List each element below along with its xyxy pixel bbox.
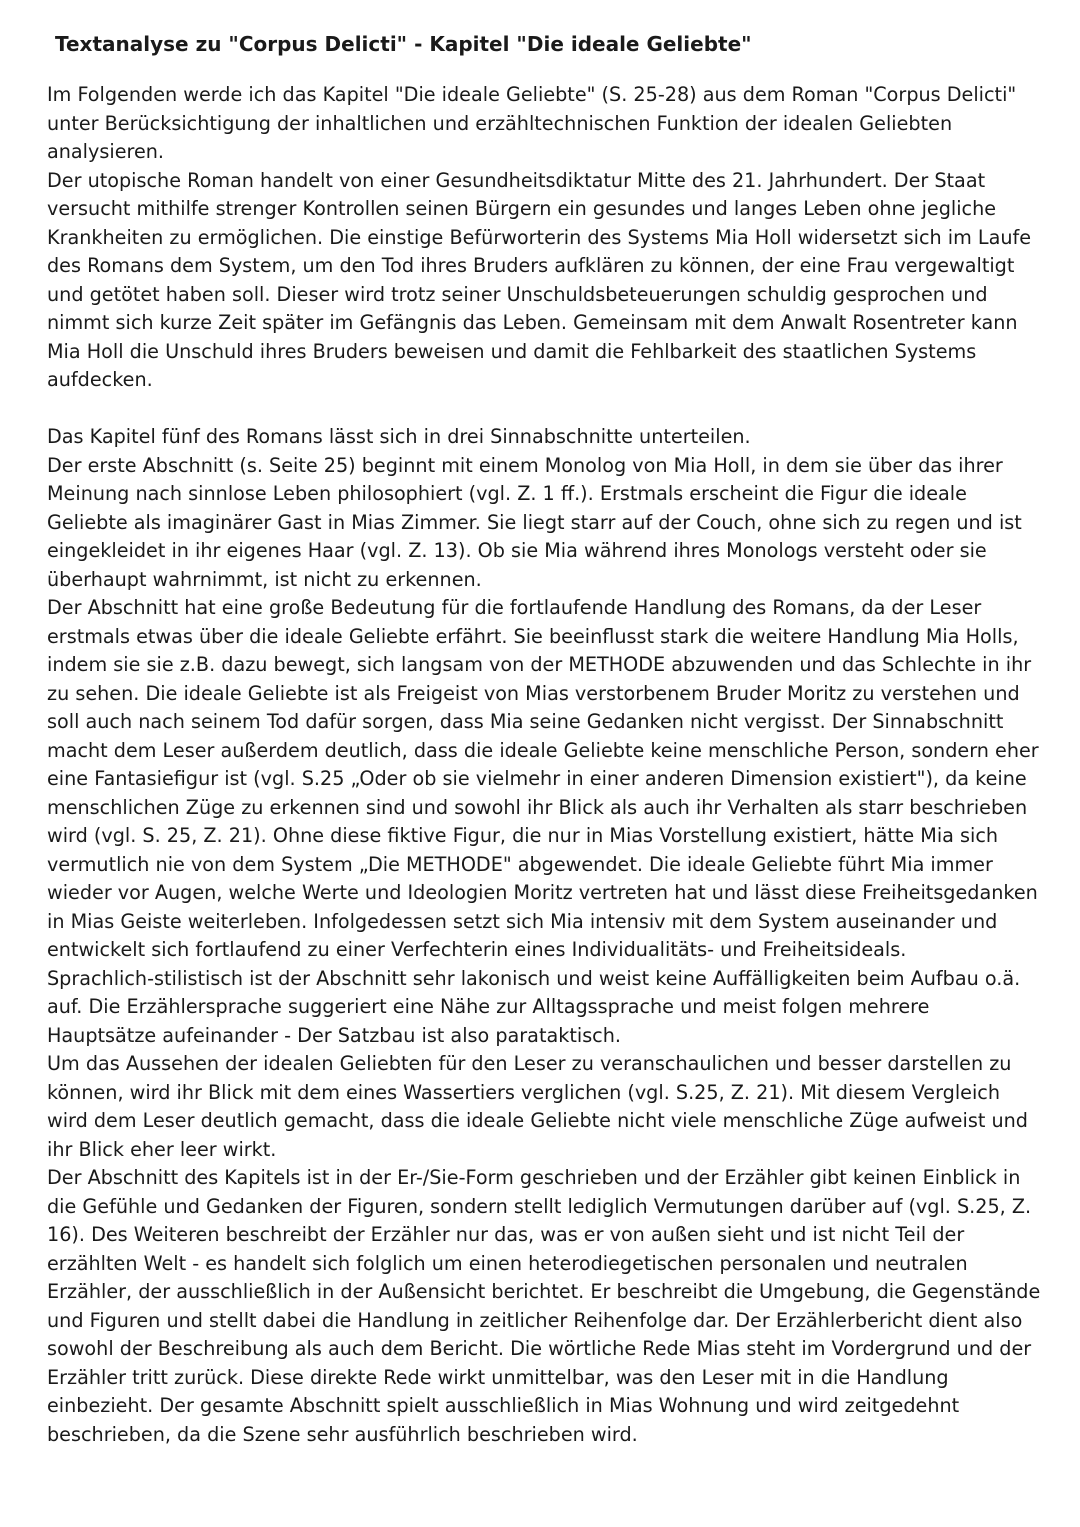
intro-paragraph-2: Der utopische Roman handelt von einer Gesundheitsdiktatur Mitte des 21. Jahrhundert. Der Staat versucht mithilfe strenger Kontrollen seinen Bürgern ein gesundes und langes Leben ohne jegliche Krankheiten zu ermöglichen. Die einstige Befürworterin des Systems Mia Holl widersetzt sich im Laufe des Romans dem System, um den Tod ihres Bruders aufklären zu können, der eine Frau vergewaltigt und getötet haben soll. Dieser wird trotz seiner Unschuldsbeteuerungen schuldig gesprochen und nimmt sich kurze Zeit später im Gefängnis das Leben. Gemeinsam mit dem Anwalt Rosentreter kann Mia Holl die Unschuld ihres Bruders beweisen und damit die Fehlbarkeit des staatlichen Systems aufdecken.	[47, 168, 1032, 391]
body-paragraph-1: Das Kapitel fünf des Romans lässt sich in drei Sinnabschnitte unterteilen.	[47, 425, 751, 448]
body-paragraph-3: Der Abschnitt hat eine große Bedeutung für die fortlaufende Handlung des Romans, da der Leser erstmals etwas über die ideale Geliebte erfährt. Sie beeinflusst stark die weitere Handlung Mia Holls, indem sie sie z.B. dazu bewegt, sich langsam von der METHODE abzuwenden und das Schlechte in ihr zu sehen. Die ideale Geliebte ist als Freigeist von Mias verstorbenem Bruder Moritz zu verstehen und soll auch nach seinem Tod dafür sorgen, dass Mia seine Gedanken nicht vergisst. Der Sinnabschnitt macht dem Leser außerdem deutlich, dass die ideale Geliebte keine menschliche Person, sondern eher eine Fantasiefigur ist (vgl. S.25 „Oder ob sie vielmehr in einer anderen Dimension existiert"), da keine menschlichen Züge zu erkennen sind und sowohl ihr Blick als auch ihr Verhalten als starr beschrieben wird (vgl. S. 25, Z. 21). Ohne diese fiktive Figur, die nur in Mias Vorstellung existiert, hätte Mia sich vermutlich nie von dem System „Die METHODE" abgewendet. Die ideale Geliebte führt Mia immer wieder vor Augen, welche Werte und Ideologien Moritz vertreten hat und lässt diese Freiheitsgedanken in Mias Geiste weiterleben. Infolgedessen setzt sich Mia intensiv mit dem System auseinander und entwickelt sich fortlaufend zu einer Verfechterin eines Individualitäts- und Freiheitsideals.	[47, 596, 1039, 961]
body-paragraph-6: Der Abschnitt des Kapitels ist in der Er-/Sie-Form geschrieben und der Erzähler gibt keinen Einblick in die Gefühle und Gedanken der Figuren, sondern stellt lediglich Vermutungen darüber auf (vgl. S.25, Z. 16). Des Weiteren beschreibt der Erzähler nur das, was er von außen sieht und ist nicht Teil der erzählten Welt - es handelt sich folglich um einen heterodiegetischen personalen und neutralen Erzähler, der ausschließlich in der Außensicht berichtet. Er beschreibt die Umgebung, die Gegenstände und Figuren und stellt dabei die Handlung in zeitlicher Reihenfolge dar. Der Erzählerbericht dient also sowohl der Beschreibung als auch dem Bericht. Die wörtliche Rede Mias steht im Vordergrund und der Erzähler tritt zurück. Diese direkte Rede wirkt unmittelbar, was den Leser mit in die Handlung einbezieht. Der gesamte Abschnitt spielt ausschließlich in Mias Wohnung und wird zeitgedehnt beschrieben, da die Szene sehr ausführlich beschrieben wird.	[47, 1166, 1041, 1446]
body-paragraph-5: Um das Aussehen der idealen Geliebten für den Leser zu veranschaulichen und besser darstellen zu können, wird ihr Blick mit dem eines Wassertiers verglichen (vgl. S.25, Z. 21). Mit diesem Vergleich wird dem Leser deutlich gemacht, dass die ideale Geliebte nicht viele menschliche Züge aufweist und ihr Blick eher leer wirkt.	[47, 1052, 1028, 1161]
intro-paragraph-1: Im Folgenden werde ich das Kapitel "Die ideale Geliebte" (S. 25-28) aus dem Roman "Corpus Delicti" unter Berücksichtigung der inhaltlichen und erzähltechnischen Funktion der idealen Geliebten analysieren.	[47, 83, 1017, 163]
body-paragraph-4: Sprachlich-stilistisch ist der Abschnitt sehr lakonisch und weist keine Auffälligkeiten beim Aufbau o.ä. auf. Die Erzählersprache suggeriert eine Nähe zur Alltagssprache und meist folgen mehrere Hauptsätze aufeinander - Der Satzbau ist also parataktisch.	[47, 966, 1021, 1047]
paragraph-spacer	[47, 395, 1044, 424]
document-title: Textanalyse zu "Corpus Delicti" - Kapitel "Die ideale Geliebte"	[55, 32, 752, 56]
body-paragraph-2: Der erste Abschnitt (s. Seite 25) beginnt mit einem Monolog von Mia Holl, in dem sie über das ihrer Meinung nach sinnlose Leben philosophiert (vgl. Z. 1 ff.). Erstmals erscheint die Figur die ideale Geliebte als imaginärer Gast in Mias Zimmer. Sie liegt starr auf der Couch, ohne sich zu regen und ist eingekleidet in ihr eigenes Haar (vgl. Z. 13). Ob sie Mia während ihres Monologs versteht oder sie überhaupt wahrnimmt, ist nicht zu erkennen.	[47, 453, 1022, 591]
